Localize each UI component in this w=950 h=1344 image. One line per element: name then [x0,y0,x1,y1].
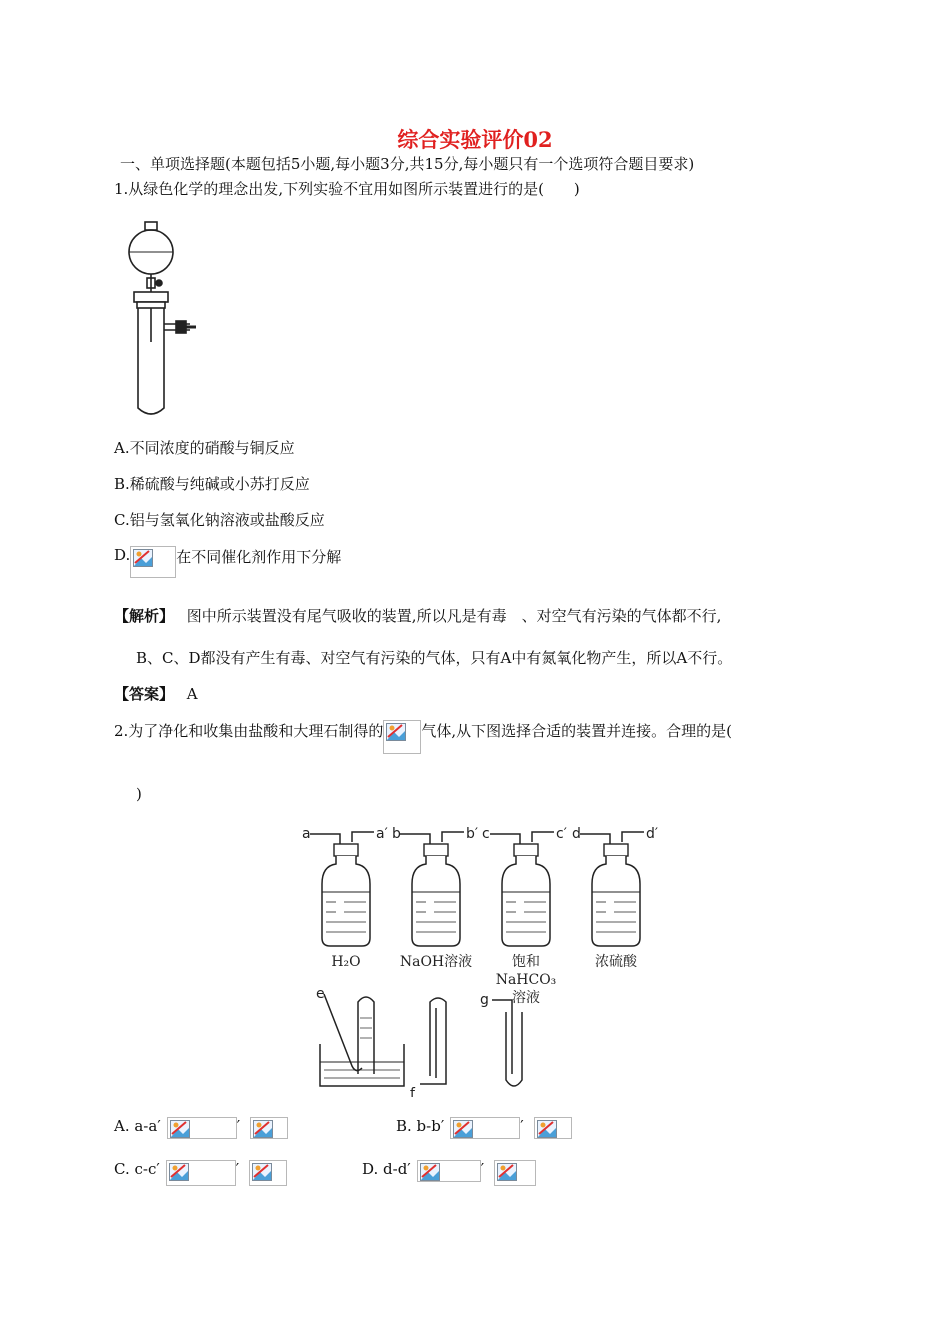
label-b-prime: b′ [466,826,479,842]
label-c: c [482,826,490,842]
bottle-c [490,832,554,946]
broken-image-icon [494,1160,536,1186]
broken-image-icon [130,546,176,578]
label-a: a [302,826,311,842]
label-d: d [572,826,581,842]
broken-image-icon [249,1160,287,1186]
label-a-prime: a′ [376,826,388,842]
q1-analysis [114,605,721,626]
q1-option-b: B.稀硫酸与纯碱或小苏打反应 [114,475,310,493]
q1-answer [114,683,198,704]
apparatus-f [420,998,446,1084]
analysis-line-2: B、C、D都没有产生有毒、对空气有污染的气体，只有A中有氮氧化物产生，所以A不行。 [136,649,733,667]
q1-option-c: C.铝与氢氧化钠溶液或盐酸反应 [114,511,325,529]
bottle-b [400,832,464,946]
label-h2so4: 浓硫酸 [595,954,637,970]
page-title: 综合实验评价02 [397,127,553,152]
label-nahco3-line3: 溶液 [512,990,540,1006]
q1-option-d-suffix: 在不同催化剂作用下分解 [176,548,342,566]
q2-option-b-label: B. b-b′ [396,1117,445,1135]
answer-value: A [186,685,198,703]
q1-option-d [114,546,341,578]
broken-image-icon [383,720,421,754]
label-c-prime: c′ [556,826,567,842]
broken-image-icon [250,1117,288,1139]
q2-stem-close: ) [136,785,142,803]
q2-stem-before: 2.为了净化和收集由盐酸和大理石制得的 [114,722,384,740]
q2-apparatus-figure [300,822,670,1097]
label-nahco3-line2: NaHCO₃ [495,972,557,988]
label-naoh: NaOH溶液 [399,954,473,970]
q1-option-d-prefix: D. [114,546,131,564]
apparatus-e [320,994,404,1086]
label-nahco3-line1: 饱和 [512,954,540,970]
analysis-line-1: 图中所示装置没有尾气吸收的装置,所以凡是有毒 、对空气有污染的气体都不行, [186,607,722,625]
apparatus-g [492,1000,522,1086]
broken-image-icon [417,1160,481,1182]
label-f: f [410,1086,415,1097]
q2-option-b [396,1117,572,1139]
q1-option-a: A.不同浓度的硝酸与铜反应 [114,439,295,457]
broken-image-icon [166,1160,236,1186]
q1-apparatus-figure [120,212,210,422]
bottle-d [580,832,644,946]
answer-label: 【答案】 [114,685,175,703]
q2-option-c [114,1160,287,1186]
broken-image-icon [450,1117,520,1139]
q2-option-d [362,1160,536,1186]
q2-stem-after: 气体,从下图选择合适的装置并连接。合理的是( [421,722,732,740]
q1-stem: 1.从绿色化学的理念出发,下列实验不宜用如图所示装置进行的是( ) [114,180,580,198]
section-heading: 一、单项选择题(本题包括5小题,每小题3分,共15分,每小题只有一个选项符合题目要求) [120,155,695,173]
label-e: e [316,986,325,1002]
q2-stem [114,720,732,754]
label-g: g [480,992,489,1008]
q2-option-c-prime: ′ [235,1160,240,1178]
q2-option-d-prime: ′ [480,1160,485,1178]
q2-option-d-label: D. d-d′ [362,1160,411,1178]
q2-option-a [114,1117,288,1139]
broken-image-icon [167,1117,237,1139]
analysis-label: 【解析】 [114,607,175,625]
label-b: b [392,826,401,842]
bottle-a [310,832,374,946]
q2-option-a-label: A. a-a′ [114,1117,161,1135]
label-d-prime: d′ [646,826,659,842]
q2-option-c-label: C. c-c′ [114,1160,160,1178]
q2-option-b-prime: ′ [520,1117,524,1135]
q2-option-a-prime: ′ [236,1117,241,1135]
label-h2o: H₂O [331,954,361,970]
broken-image-icon [534,1117,572,1139]
